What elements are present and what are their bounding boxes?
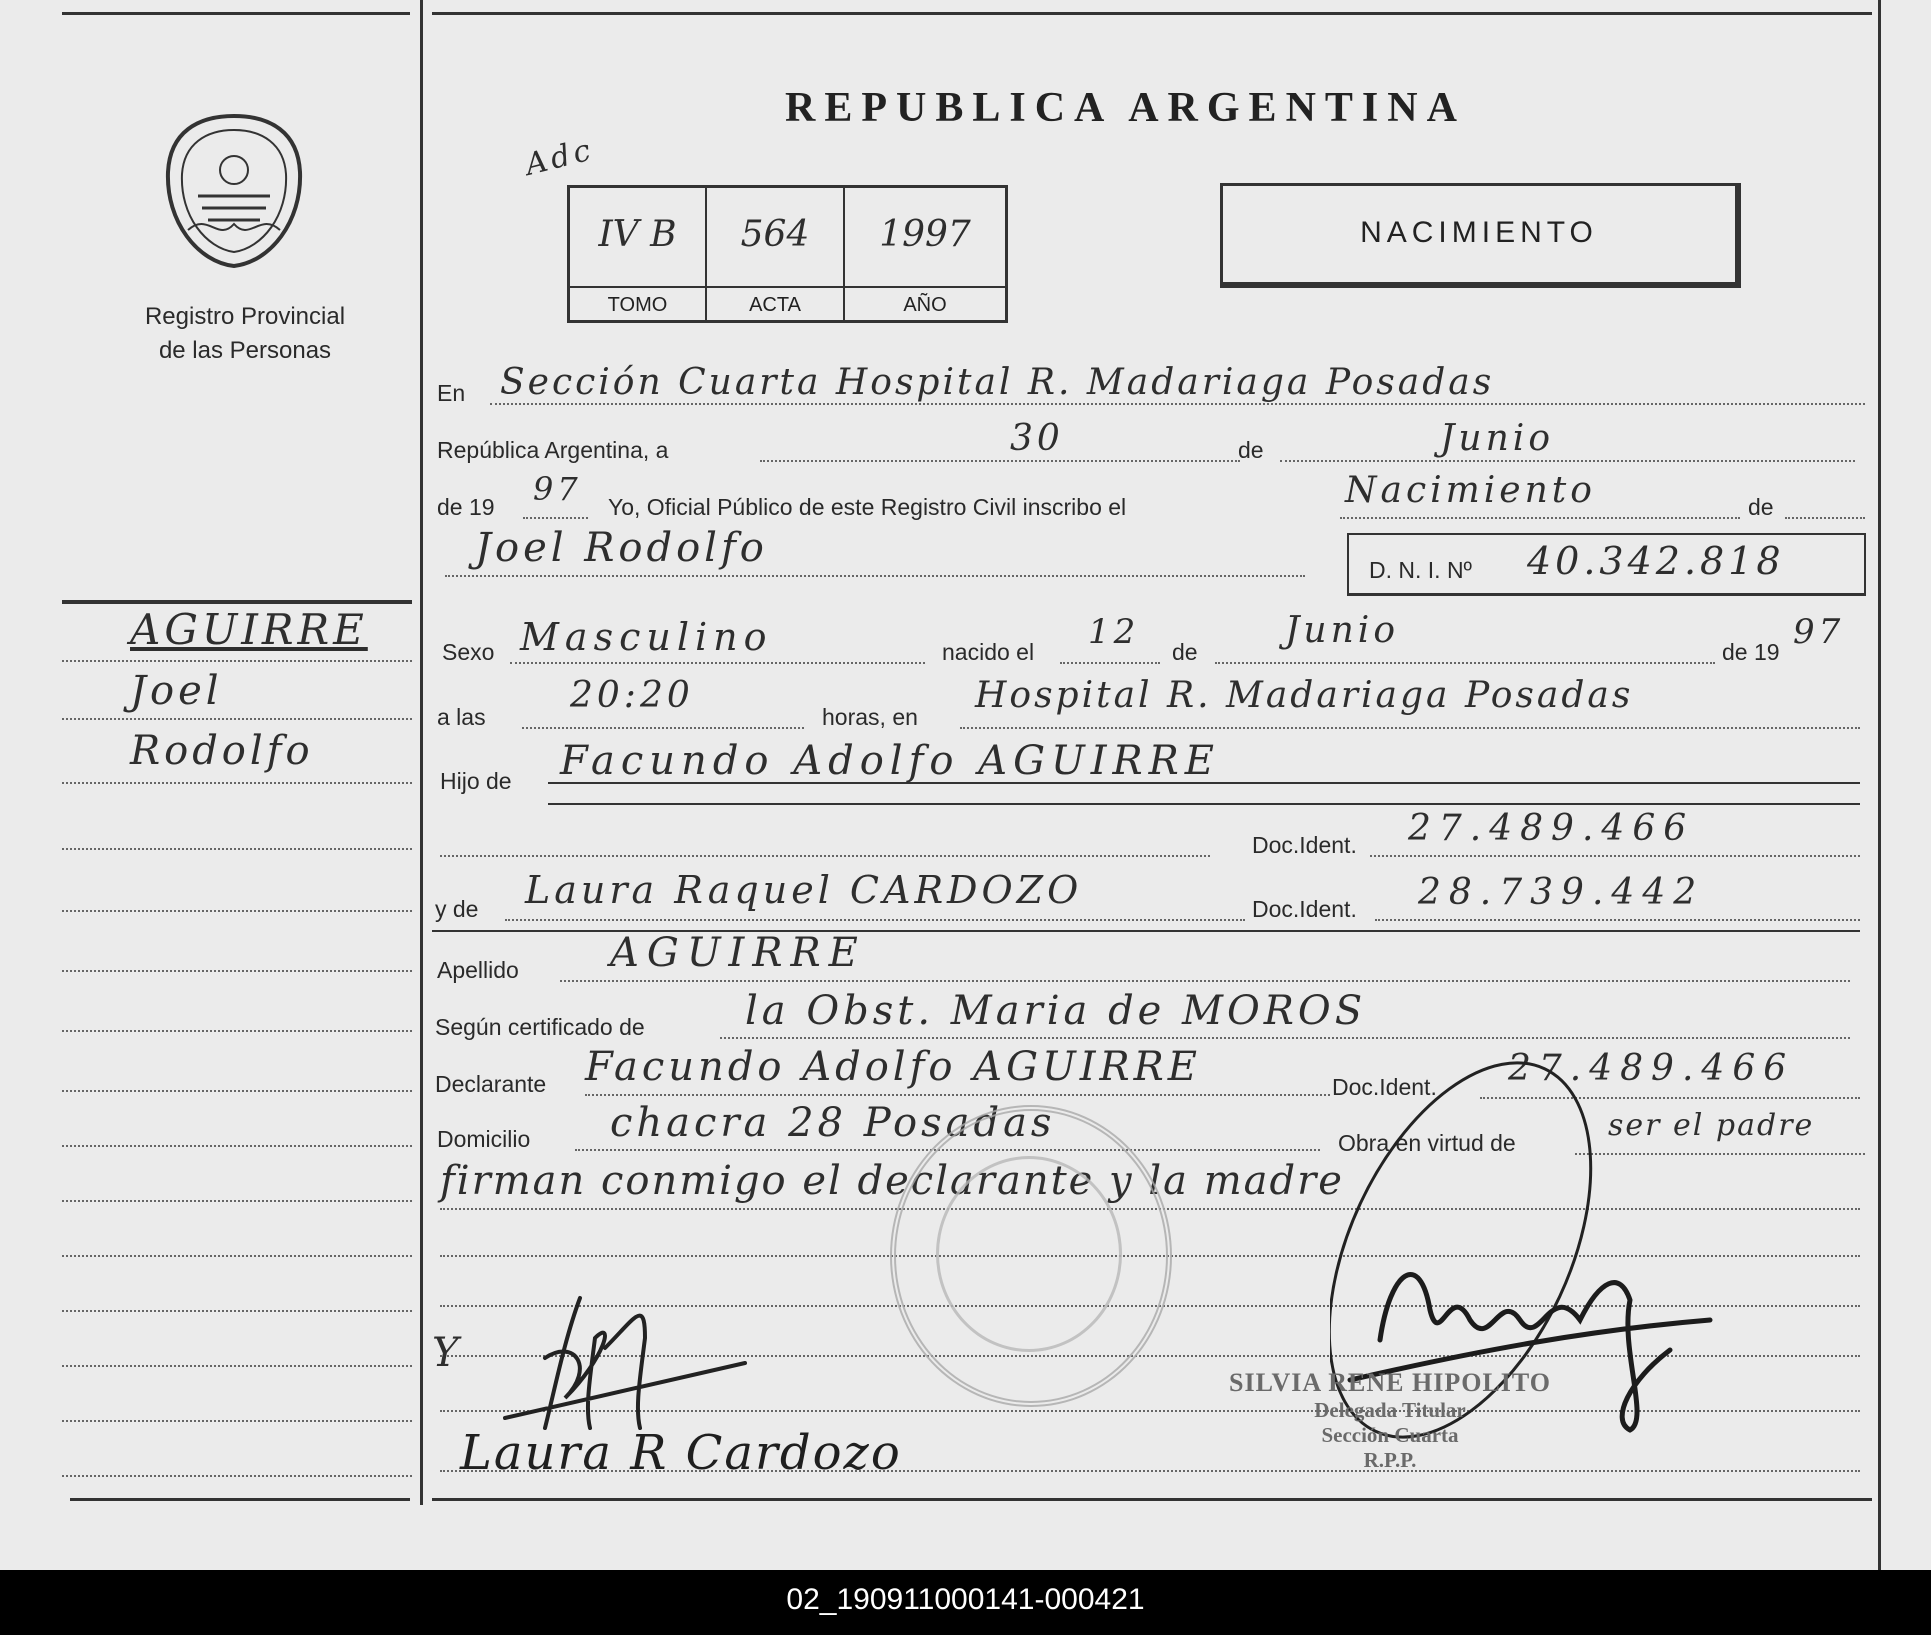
frame-bottom-right-line: [432, 1498, 1872, 1501]
en-value: Sección Cuarta Hospital R. Madariaga Posadas: [500, 362, 1495, 403]
day-value: 30: [1010, 418, 1064, 459]
declarante-line: [585, 1094, 1330, 1096]
margin-name-1: Joel: [130, 668, 223, 714]
apellido-label: Apellido: [437, 957, 519, 983]
scan-caption: 02_190911000141-000421: [786, 1583, 1145, 1616]
dni-box: [1347, 533, 1866, 596]
official-stamp-block: [1210, 1368, 1570, 1473]
margin-line-1: [62, 660, 412, 662]
de-label-2: de: [1748, 494, 1774, 520]
birth-month-line: [1215, 662, 1715, 664]
declarante-value: Facundo Adolfo AGUIRRE: [585, 1044, 1201, 1090]
margin-divider-line: [62, 600, 412, 604]
horas-label: horas, en: [822, 704, 918, 730]
frame-left-margin-line: [420, 0, 423, 1505]
father-value: Facundo Adolfo AGUIRRE: [560, 738, 1220, 784]
declarant-signature: [495, 1278, 765, 1443]
nacido-label: nacido el: [942, 639, 1035, 665]
acta-label: ACTA: [707, 286, 843, 317]
republica-label: República Argentina, a: [437, 437, 669, 463]
frame-top-right-line: [432, 12, 1872, 15]
domicilio-label: Domicilio: [437, 1126, 531, 1152]
alas-label: a las: [437, 704, 486, 730]
frame-bottom-left-line: [70, 1498, 410, 1501]
birth-month-value: Junio: [1285, 610, 1399, 651]
margin-name-2: Rodolfo: [130, 728, 314, 774]
mother-doc-value: 28.739.442: [1418, 872, 1705, 913]
de19-label-2: de 19: [1722, 639, 1780, 665]
birth-place-value: Hospital R. Madariaga Posadas: [975, 675, 1634, 716]
en-label: En: [437, 380, 466, 406]
anio-value: 1997: [879, 214, 971, 255]
margin-line-7: [62, 1030, 412, 1032]
document-type-box: [1220, 183, 1741, 288]
official-name: SILVIA RENE HIPOLITO: [1228, 1368, 1551, 1397]
misiones-seal-icon: [158, 112, 310, 270]
birth-day-line: [1060, 662, 1160, 664]
acta-cell: [707, 188, 845, 320]
margin-line-12: [62, 1310, 412, 1312]
margin-line-10: [62, 1200, 412, 1202]
frame-right-line: [1878, 0, 1881, 1570]
frame-top-left-line: [62, 12, 410, 15]
margin-line-13: [62, 1365, 412, 1367]
margin-surname: AGUIRRE: [130, 605, 368, 654]
sexo-label: Sexo: [442, 639, 495, 665]
registry-stamp: [890, 1105, 1172, 1407]
margin-annotation: Adc: [521, 132, 598, 183]
de-label: de: [1238, 437, 1264, 463]
birth-year-value: 97: [1793, 612, 1845, 652]
sexo-line: [510, 662, 925, 664]
margin-line-2: [62, 718, 412, 720]
doc-label-3: Doc.Ident.: [1332, 1074, 1437, 1100]
margin-line-11: [62, 1255, 412, 1257]
registry-line-1: Registro Provincial: [144, 303, 346, 330]
margin-line-15: [62, 1475, 412, 1477]
apellido-line: [560, 980, 1850, 982]
margin-line-6: [62, 970, 412, 972]
margin-line-3: [62, 782, 412, 784]
father-line-2: [548, 803, 1860, 805]
dni-label: D. N. I. Nº: [1369, 557, 1472, 583]
margin-line-14: [62, 1420, 412, 1422]
margin-line-5: [62, 910, 412, 912]
mother-value: Laura Raquel CARDOZO: [525, 868, 1083, 912]
registry-name: [100, 300, 390, 368]
tomo-cell: [570, 188, 707, 320]
time-line: [522, 727, 804, 729]
document-title: REPUBLICA ARGENTINA: [785, 85, 1466, 131]
de-label-3: de: [1172, 639, 1198, 665]
child-name-line: [445, 575, 1305, 577]
certificado-value: la Obst. Maria de MOROS: [745, 988, 1367, 1034]
domicilio-value: chacra 28 Posadas: [610, 1100, 1056, 1146]
child-name-value: Joel Rodolfo: [475, 525, 768, 571]
act-type-line: [1340, 517, 1740, 519]
hijo-label: Hijo de: [440, 768, 512, 794]
official-office: R.P.P.: [1363, 1448, 1417, 1472]
day-line: [760, 460, 1240, 462]
birth-day-value: 12: [1088, 612, 1140, 652]
father-doc-line: [1370, 855, 1860, 857]
anio-cell: [845, 188, 1005, 320]
en-line: [490, 403, 1865, 405]
act-type-value: Nacimiento: [1345, 470, 1596, 511]
margin-line-4: [62, 848, 412, 850]
certificado-label: Según certificado de: [435, 1014, 645, 1040]
signature-marker: Y: [432, 1330, 463, 1376]
margin-line-8: [62, 1090, 412, 1092]
birth-place-line: [960, 727, 1860, 729]
declarante-label: Declarante: [435, 1071, 547, 1097]
month-value: Junio: [1440, 418, 1554, 459]
dni-value: 40.342.818: [1527, 539, 1785, 583]
tomo-label: TOMO: [570, 286, 705, 317]
registry-line-2: de las Personas: [158, 337, 332, 364]
obra-value: ser el padre: [1608, 1108, 1815, 1143]
doc-label: Doc.Ident.: [1252, 832, 1357, 858]
year-line: [523, 517, 588, 519]
de19-label: de 19: [437, 494, 495, 520]
oficial-label: Yo, Oficial Público de este Registro Civil inscribo el: [608, 494, 1127, 520]
apellido-value: AGUIRRE: [610, 930, 866, 976]
birth-time-value: 20:20: [570, 675, 694, 716]
firman-text: firman conmigo el declarante y la madre: [440, 1158, 1344, 1204]
mother-signature: Laura R Cardozo: [460, 1425, 902, 1481]
sexo-value: Masculino: [520, 615, 773, 659]
father-doc-value: 27.489.466: [1408, 808, 1695, 849]
acta-value: 564: [740, 214, 810, 255]
record-number-box: [567, 185, 1008, 323]
doc-label-2: Doc.Ident.: [1252, 896, 1357, 922]
de-line-2: [1785, 517, 1865, 519]
yde-label: y de: [435, 896, 479, 922]
obra-label: Obra en virtud de: [1338, 1130, 1516, 1156]
year-value: 97: [533, 470, 582, 508]
official-role: Delegada Titular: [1314, 1398, 1466, 1422]
month-line: [1280, 460, 1855, 462]
document-type-label: NACIMIENTO: [1360, 216, 1598, 249]
official-section: Sección Cuarta: [1321, 1423, 1459, 1447]
tomo-value: IV B: [598, 214, 677, 255]
mother-doc-line: [1375, 919, 1860, 921]
registry-stamp-inner-ring: [936, 1156, 1122, 1352]
margin-line-9: [62, 1145, 412, 1147]
anio-label: AÑO: [845, 286, 1005, 317]
mother-line: [505, 919, 1245, 921]
declarante-doc-value: 27.489.466: [1508, 1048, 1795, 1089]
father-extra-line: [440, 855, 1210, 857]
